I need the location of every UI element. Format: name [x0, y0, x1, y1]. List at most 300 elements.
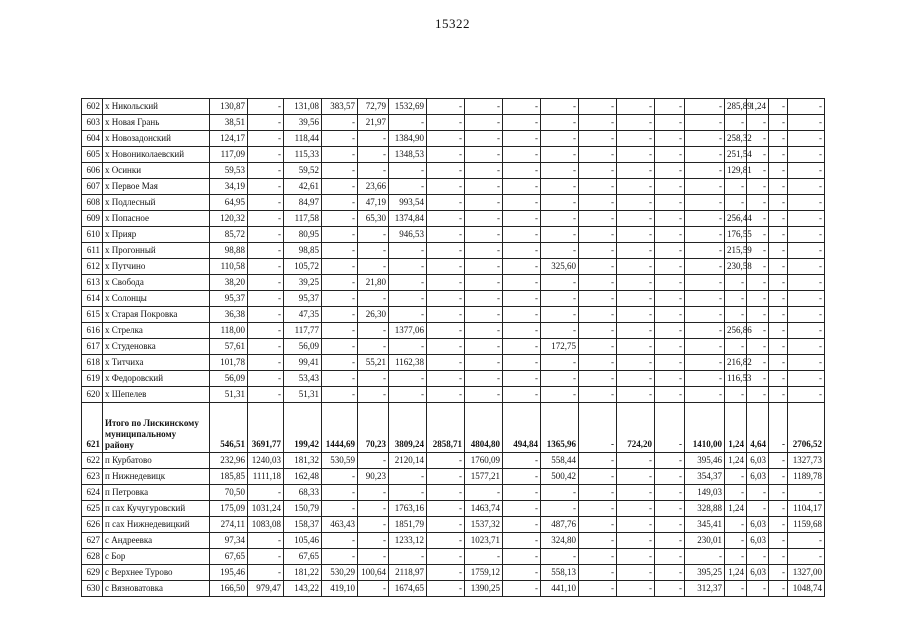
table-cell: -: [465, 323, 503, 339]
table-cell: -: [579, 453, 617, 469]
table-cell: 59,53: [210, 163, 248, 179]
table-cell: -: [725, 533, 747, 549]
table-cell: -: [465, 291, 503, 307]
table-row: [82, 99, 825, 115]
table-cell: -: [389, 307, 427, 323]
table-cell: -: [788, 371, 825, 387]
table-cell: -: [465, 549, 503, 565]
table-cell: -: [685, 549, 725, 565]
table-cell: 946,53: [389, 227, 427, 243]
table-cell: -: [655, 533, 685, 549]
table-cell: -: [617, 243, 655, 259]
table-cell: 1532,69: [389, 99, 427, 115]
row-number: 614: [82, 291, 103, 307]
table-cell: -: [579, 565, 617, 581]
table-cell: -: [617, 131, 655, 147]
row-number: 618: [82, 355, 103, 371]
settlement-name: х Первое Мая: [103, 179, 210, 195]
table-cell: -: [655, 485, 685, 501]
table-cell: -: [725, 517, 747, 533]
table-cell: 80,95: [284, 227, 322, 243]
table-cell: -: [617, 339, 655, 355]
row-number: 626: [82, 517, 103, 533]
table-cell: -: [579, 195, 617, 211]
table-cell: -: [248, 307, 284, 323]
row-number: 621: [82, 403, 103, 453]
table-cell: -: [358, 259, 389, 275]
table-cell: -: [427, 355, 465, 371]
table-cell: -: [617, 355, 655, 371]
table-cell: -: [725, 195, 747, 211]
table-cell: 345,41: [685, 517, 725, 533]
table-cell: -: [579, 501, 617, 517]
table-cell: -: [389, 469, 427, 485]
table-cell: -: [358, 131, 389, 147]
table-row: [82, 259, 825, 275]
table-cell: 84,97: [284, 195, 322, 211]
table-cell: 215,59: [725, 243, 747, 259]
settlement-name: х Свобода: [103, 275, 210, 291]
table-cell: 181,22: [284, 565, 322, 581]
table-cell: 1365,96: [541, 403, 579, 453]
settlement-name: х Подлесный: [103, 195, 210, 211]
table-cell: -: [427, 453, 465, 469]
table-cell: -: [427, 131, 465, 147]
table-cell: -: [725, 115, 747, 131]
table-cell: 26,30: [358, 307, 389, 323]
table-cell: -: [358, 533, 389, 549]
table-cell: -: [322, 501, 358, 517]
table-cell: -: [322, 211, 358, 227]
settlement-name: п сах Нижнедевицкий: [103, 517, 210, 533]
table-cell: -: [579, 533, 617, 549]
table-cell: 105,46: [284, 533, 322, 549]
table-cell: -: [617, 99, 655, 115]
table-cell: -: [389, 275, 427, 291]
table-cell: -: [465, 179, 503, 195]
row-number: 603: [82, 115, 103, 131]
table-cell: -: [465, 371, 503, 387]
table-cell: 166,50: [210, 581, 248, 597]
table-cell: -: [788, 323, 825, 339]
table-cell: 1759,12: [465, 565, 503, 581]
table-cell: 4804,80: [465, 403, 503, 453]
table-cell: -: [617, 387, 655, 403]
table-cell: 1031,24: [248, 501, 284, 517]
table-cell: -: [358, 147, 389, 163]
table-cell: 354,37: [685, 469, 725, 485]
table-cell: 558,13: [541, 565, 579, 581]
table-cell: -: [579, 227, 617, 243]
table-cell: -: [358, 453, 389, 469]
settlement-name: с Вязноватовка: [103, 581, 210, 597]
table-cell: -: [579, 387, 617, 403]
table-cell: -: [503, 307, 541, 323]
table-cell: -: [747, 323, 769, 339]
table-cell: -: [655, 469, 685, 485]
table-row: [82, 565, 825, 581]
table-cell: -: [685, 307, 725, 323]
table-cell: -: [769, 549, 788, 565]
table-cell: -: [248, 259, 284, 275]
table-cell: -: [541, 355, 579, 371]
table-cell: -: [725, 291, 747, 307]
table-cell: -: [769, 115, 788, 131]
table-cell: -: [389, 243, 427, 259]
table-cell: 6,03: [747, 453, 769, 469]
table-cell: -: [788, 533, 825, 549]
table-cell: -: [503, 339, 541, 355]
table-cell: -: [685, 147, 725, 163]
table-cell: 558,44: [541, 453, 579, 469]
table-cell: -: [389, 371, 427, 387]
table-cell: -: [788, 115, 825, 131]
table-cell: 494,84: [503, 403, 541, 453]
table-cell: 979,47: [248, 581, 284, 597]
table-cell: 1162,38: [389, 355, 427, 371]
table-cell: -: [617, 485, 655, 501]
table-cell: -: [427, 501, 465, 517]
table-cell: -: [248, 131, 284, 147]
table-cell: 258,32: [725, 131, 747, 147]
table-cell: -: [617, 501, 655, 517]
table-cell: -: [358, 243, 389, 259]
table-cell: -: [579, 179, 617, 195]
table-cell: -: [725, 581, 747, 597]
table-cell: 1,24: [725, 453, 747, 469]
table-cell: -: [579, 291, 617, 307]
table-cell: 95,37: [284, 291, 322, 307]
table-cell: 1760,09: [465, 453, 503, 469]
table-cell: -: [725, 485, 747, 501]
table-cell: -: [579, 517, 617, 533]
table-cell: 1083,08: [248, 517, 284, 533]
table-cell: -: [322, 469, 358, 485]
table-cell: -: [655, 163, 685, 179]
table-cell: -: [769, 307, 788, 323]
table-cell: -: [248, 163, 284, 179]
table-cell: -: [358, 485, 389, 501]
table-cell: -: [503, 259, 541, 275]
table-cell: 23,66: [358, 179, 389, 195]
table-cell: -: [503, 533, 541, 549]
table-cell: -: [465, 131, 503, 147]
table-cell: 2118,97: [389, 565, 427, 581]
table-cell: -: [617, 259, 655, 275]
table-cell: -: [579, 549, 617, 565]
table-cell: -: [541, 291, 579, 307]
table-cell: -: [579, 243, 617, 259]
table-cell: 42,61: [284, 179, 322, 195]
table-cell: 39,25: [284, 275, 322, 291]
table-cell: 3809,24: [389, 403, 427, 453]
table-cell: 1327,00: [788, 565, 825, 581]
table-cell: -: [725, 387, 747, 403]
table-cell: -: [465, 259, 503, 275]
table-cell: 395,46: [685, 453, 725, 469]
table-cell: 53,43: [284, 371, 322, 387]
table-cell: -: [465, 99, 503, 115]
table-cell: -: [358, 517, 389, 533]
table-cell: -: [427, 323, 465, 339]
table-cell: -: [579, 99, 617, 115]
row-number: 609: [82, 211, 103, 227]
table-row: [82, 549, 825, 565]
table-cell: -: [389, 179, 427, 195]
table-cell: -: [248, 211, 284, 227]
table-cell: -: [655, 387, 685, 403]
data-table: [81, 98, 825, 597]
table-cell: -: [541, 501, 579, 517]
table-cell: -: [358, 163, 389, 179]
row-number: 615: [82, 307, 103, 323]
table-cell: 172,75: [541, 339, 579, 355]
table-cell: 143,22: [284, 581, 322, 597]
table-cell: -: [747, 339, 769, 355]
table-cell: -: [322, 179, 358, 195]
table-cell: -: [427, 227, 465, 243]
table-cell: -: [541, 99, 579, 115]
table-cell: -: [685, 259, 725, 275]
table-cell: 130,87: [210, 99, 248, 115]
table-cell: 100,64: [358, 565, 389, 581]
table-row: [82, 387, 825, 403]
row-number: 602: [82, 99, 103, 115]
table-cell: -: [427, 99, 465, 115]
settlement-name: х Шепелев: [103, 387, 210, 403]
table-cell: 117,09: [210, 147, 248, 163]
table-cell: -: [541, 163, 579, 179]
table-cell: -: [725, 339, 747, 355]
table-cell: -: [788, 243, 825, 259]
table-cell: -: [655, 339, 685, 355]
table-cell: -: [503, 99, 541, 115]
table-cell: 129,81: [725, 163, 747, 179]
table-cell: -: [427, 565, 465, 581]
table-row: [82, 131, 825, 147]
table-cell: -: [358, 371, 389, 387]
table-cell: -: [427, 275, 465, 291]
table-row: [82, 291, 825, 307]
table-cell: -: [248, 147, 284, 163]
table-cell: -: [465, 195, 503, 211]
table-cell: -: [655, 259, 685, 275]
table-cell: 419,10: [322, 581, 358, 597]
table-cell: -: [541, 323, 579, 339]
table-cell: -: [655, 323, 685, 339]
table-row: [82, 501, 825, 517]
table-cell: -: [617, 147, 655, 163]
table-cell: -: [322, 243, 358, 259]
table-cell: -: [788, 99, 825, 115]
table-cell: -: [358, 323, 389, 339]
row-number: 628: [82, 549, 103, 565]
row-number: 607: [82, 179, 103, 195]
table-cell: -: [788, 339, 825, 355]
settlement-name: х Прогонный: [103, 243, 210, 259]
table-row: [82, 115, 825, 131]
table-cell: -: [655, 99, 685, 115]
table-cell: -: [503, 147, 541, 163]
table-cell: -: [769, 323, 788, 339]
table-cell: -: [248, 275, 284, 291]
table-cell: -: [579, 147, 617, 163]
table-cell: -: [465, 211, 503, 227]
table-cell: -: [579, 403, 617, 453]
table-cell: -: [503, 469, 541, 485]
table-cell: -: [465, 387, 503, 403]
table-cell: 1463,74: [465, 501, 503, 517]
table-cell: -: [788, 549, 825, 565]
table-cell: -: [788, 485, 825, 501]
table-cell: -: [655, 227, 685, 243]
table-cell: 181,32: [284, 453, 322, 469]
table-cell: -: [617, 291, 655, 307]
table-cell: 67,65: [210, 549, 248, 565]
table-cell: -: [358, 501, 389, 517]
table-cell: 1384,90: [389, 131, 427, 147]
table-cell: 59,52: [284, 163, 322, 179]
table-cell: -: [655, 291, 685, 307]
table-cell: -: [655, 211, 685, 227]
row-number: 630: [82, 581, 103, 597]
table-cell: -: [655, 275, 685, 291]
table-cell: -: [725, 275, 747, 291]
settlement-name: х Новая Грань: [103, 115, 210, 131]
table-cell: -: [747, 485, 769, 501]
table-cell: -: [541, 211, 579, 227]
settlement-name: х Стрелка: [103, 323, 210, 339]
table-cell: -: [769, 355, 788, 371]
table-cell: 38,20: [210, 275, 248, 291]
table-cell: -: [685, 99, 725, 115]
table-cell: -: [389, 291, 427, 307]
table-cell: 195,46: [210, 565, 248, 581]
table-cell: -: [427, 307, 465, 323]
table-cell: 546,51: [210, 403, 248, 453]
table-cell: -: [358, 227, 389, 243]
table-cell: 150,79: [284, 501, 322, 517]
table-cell: -: [617, 275, 655, 291]
table-cell: -: [769, 517, 788, 533]
table-row: [82, 517, 825, 533]
table-cell: 395,25: [685, 565, 725, 581]
table-cell: 463,43: [322, 517, 358, 533]
table-cell: -: [747, 147, 769, 163]
table-cell: -: [617, 227, 655, 243]
table-cell: 274,11: [210, 517, 248, 533]
table-cell: -: [769, 453, 788, 469]
table-cell: -: [685, 243, 725, 259]
table-row: [82, 339, 825, 355]
table-cell: -: [579, 485, 617, 501]
table-cell: -: [503, 291, 541, 307]
row-number: 623: [82, 469, 103, 485]
table-cell: 185,85: [210, 469, 248, 485]
table-cell: -: [389, 549, 427, 565]
table-cell: -: [503, 115, 541, 131]
table-cell: 176,55: [725, 227, 747, 243]
table-cell: -: [769, 469, 788, 485]
table-cell: 2858,71: [427, 403, 465, 453]
table-cell: -: [769, 211, 788, 227]
table-cell: -: [617, 533, 655, 549]
table-cell: -: [427, 517, 465, 533]
table-cell: 1444,69: [322, 403, 358, 453]
table-cell: 230,01: [685, 533, 725, 549]
table-cell: -: [248, 179, 284, 195]
table-cell: -: [747, 501, 769, 517]
table-cell: -: [465, 115, 503, 131]
table-cell: -: [248, 549, 284, 565]
table-row: [82, 163, 825, 179]
table-cell: 1023,71: [465, 533, 503, 549]
table-cell: -: [503, 501, 541, 517]
table-cell: -: [541, 387, 579, 403]
table-cell: -: [769, 195, 788, 211]
table-cell: -: [503, 227, 541, 243]
table-cell: -: [503, 355, 541, 371]
table-cell: -: [248, 291, 284, 307]
table-cell: -: [427, 147, 465, 163]
table-cell: -: [769, 243, 788, 259]
row-number: 625: [82, 501, 103, 517]
table-cell: -: [248, 485, 284, 501]
table-cell: -: [579, 339, 617, 355]
table-cell: 117,77: [284, 323, 322, 339]
table-cell: -: [358, 387, 389, 403]
table-cell: -: [322, 485, 358, 501]
table-cell: 101,78: [210, 355, 248, 371]
table-cell: 36,38: [210, 307, 248, 323]
table-cell: -: [617, 581, 655, 597]
table-cell: -: [769, 387, 788, 403]
table-cell: -: [389, 339, 427, 355]
table-cell: -: [322, 387, 358, 403]
table-cell: 1410,00: [685, 403, 725, 453]
row-number: 616: [82, 323, 103, 339]
table-cell: 6,03: [747, 517, 769, 533]
table-cell: 117,58: [284, 211, 322, 227]
table-cell: -: [427, 485, 465, 501]
table-cell: 1377,06: [389, 323, 427, 339]
table-cell: -: [788, 179, 825, 195]
table-cell: -: [541, 275, 579, 291]
table-cell: 90,23: [358, 469, 389, 485]
table-cell: -: [503, 485, 541, 501]
table-cell: -: [248, 339, 284, 355]
table-cell: -: [389, 259, 427, 275]
table-cell: -: [617, 453, 655, 469]
row-number: 612: [82, 259, 103, 275]
table-cell: -: [788, 163, 825, 179]
table-cell: -: [747, 307, 769, 323]
table-cell: -: [685, 179, 725, 195]
table-cell: -: [788, 355, 825, 371]
table-cell: -: [541, 179, 579, 195]
table-cell: -: [655, 501, 685, 517]
table-cell: 1577,21: [465, 469, 503, 485]
table-cell: -: [655, 453, 685, 469]
table-cell: 34,19: [210, 179, 248, 195]
table-cell: 1348,53: [389, 147, 427, 163]
table-cell: -: [248, 115, 284, 131]
table-cell: -: [769, 533, 788, 549]
table-cell: 6,03: [747, 533, 769, 549]
table-cell: 285,89: [725, 99, 747, 115]
table-cell: -: [248, 323, 284, 339]
table-cell: 312,37: [685, 581, 725, 597]
